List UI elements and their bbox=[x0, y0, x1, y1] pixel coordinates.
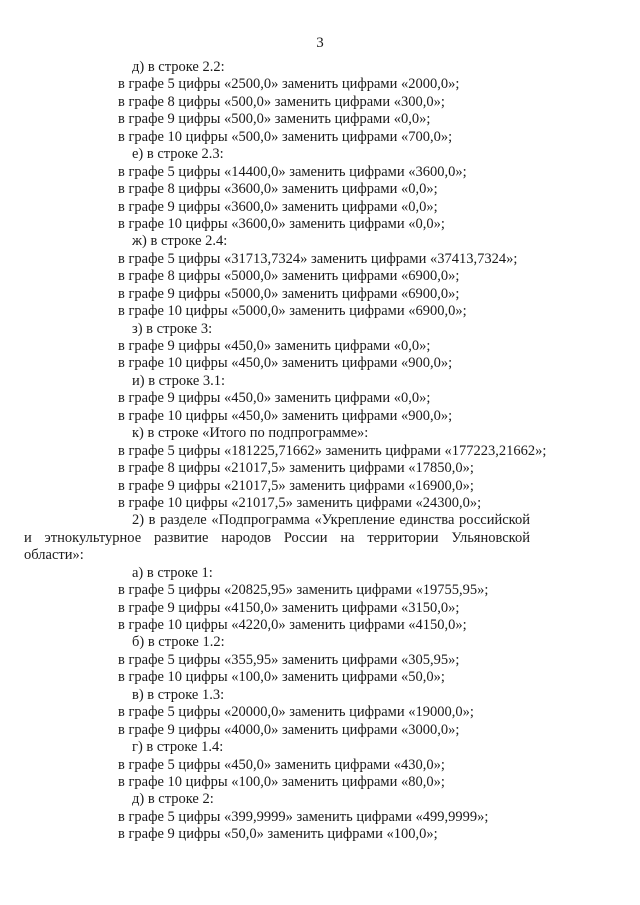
list-item: в графе 10 цифры «500,0» заменить цифрами «700,0»; bbox=[118, 128, 453, 145]
list-item: в графе 5 цифры «181225,71662» заменить цифрами «177223,21662»; bbox=[118, 442, 547, 459]
list-item: в графе 10 цифры «450,0» заменить цифрами «900,0»; bbox=[118, 355, 453, 372]
list-item: в графе 9 цифры «4000,0» заменить цифрами «3000,0»; bbox=[118, 721, 460, 738]
list-item: в графе 10 цифры «3600,0» заменить цифрами «0,0»; bbox=[118, 215, 445, 232]
amendment-list-2 bbox=[118, 565, 530, 844]
list-item: в графе 9 цифры «21017,5» заменить цифрами «16900,0»; bbox=[118, 477, 474, 494]
list-item: а) в строке 1: bbox=[132, 564, 213, 581]
list-item: в графе 8 цифры «500,0» заменить цифрами «300,0»; bbox=[118, 93, 445, 110]
list-item: в графе 8 цифры «5000,0» заменить цифрами «6900,0»; bbox=[118, 268, 460, 285]
list-item: в графе 8 цифры «21017,5» заменить цифрами «17850,0»; bbox=[118, 460, 474, 477]
list-item: в графе 5 цифры «399,9999» заменить цифрами «499,9999»; bbox=[118, 808, 489, 825]
list-item: в графе 9 цифры «450,0» заменить цифрами «0,0»; bbox=[118, 390, 431, 407]
list-item: в графе 10 цифры «100,0» заменить цифрами «80,0»; bbox=[118, 773, 445, 790]
list-item: в графе 5 цифры «20825,95» заменить цифрами «19755,95»; bbox=[118, 582, 489, 599]
list-item: з) в строке 3: bbox=[132, 320, 213, 337]
page-number: 3 bbox=[316, 35, 324, 51]
list-item: и) в строке 3.1: bbox=[132, 372, 226, 389]
list-item: в графе 9 цифры «3600,0» заменить цифрами «0,0»; bbox=[118, 198, 438, 215]
list-item: б) в строке 1.2: bbox=[132, 634, 225, 651]
list-item: в графе 5 цифры «14400,0» заменить цифрами «3600,0»; bbox=[118, 163, 467, 180]
list-item: в графе 5 цифры «2500,0» заменить цифрами «2000,0»; bbox=[118, 76, 460, 93]
list-item: д) в строке 2.2: bbox=[132, 59, 225, 75]
list-item: в графе 9 цифры «50,0» заменить цифрами «100,0»; bbox=[118, 826, 438, 843]
list-item: в графе 5 цифры «31713,7324» заменить цифрами «37413,7324»; bbox=[118, 250, 518, 267]
list-item: д) в строке 2: bbox=[132, 791, 214, 808]
section-paragraph bbox=[24, 512, 530, 564]
paragraph-line: области»: bbox=[24, 547, 84, 564]
list-item: е) в строке 2.3: bbox=[132, 146, 224, 163]
list-item: ж) в строке 2.4: bbox=[132, 233, 228, 250]
list-item: в графе 10 цифры «450,0» заменить цифрами «900,0»; bbox=[118, 407, 453, 424]
list-item: в графе 9 цифры «4150,0» заменить цифрами «3150,0»; bbox=[118, 599, 460, 616]
list-item: г) в строке 1.4: bbox=[132, 739, 224, 756]
list-item: в графе 5 цифры «355,95» заменить цифрами «305,95»; bbox=[118, 651, 460, 668]
list-item: в графе 5 цифры «450,0» заменить цифрами «430,0»; bbox=[118, 756, 445, 773]
list-item: в графе 9 цифры «500,0» заменить цифрами «0,0»; bbox=[118, 111, 431, 128]
list-item: к) в строке «Итого по подпрограмме»: bbox=[132, 425, 369, 442]
list-item: в графе 9 цифры «450,0» заменить цифрами «0,0»; bbox=[118, 338, 431, 354]
list-item: в графе 9 цифры «5000,0» заменить цифрами «6900,0»; bbox=[118, 285, 460, 302]
document-body bbox=[24, 59, 547, 844]
amendment-list-1 bbox=[118, 59, 547, 512]
list-item: в графе 10 цифры «100,0» заменить цифрами «50,0»; bbox=[118, 669, 445, 686]
paragraph-line: и этнокультурное развитие народов России на территории Ульяновской bbox=[24, 529, 530, 546]
list-item: в графе 5 цифры «20000,0» заменить цифрами «19000,0»; bbox=[118, 704, 474, 721]
paragraph-line: 2) в разделе «Подпрограмма «Укрепление единства российской bbox=[132, 512, 530, 529]
list-item: в графе 10 цифры «5000,0» заменить цифрами «6900,0»; bbox=[118, 303, 467, 320]
list-item: в) в строке 1.3: bbox=[132, 686, 225, 703]
list-item: в графе 10 цифры «21017,5» заменить цифрами «24300,0»; bbox=[118, 494, 482, 511]
list-item: в графе 8 цифры «3600,0» заменить цифрами «0,0»; bbox=[118, 181, 438, 198]
list-item: в графе 10 цифры «4220,0» заменить цифрами «4150,0»; bbox=[118, 617, 467, 633]
